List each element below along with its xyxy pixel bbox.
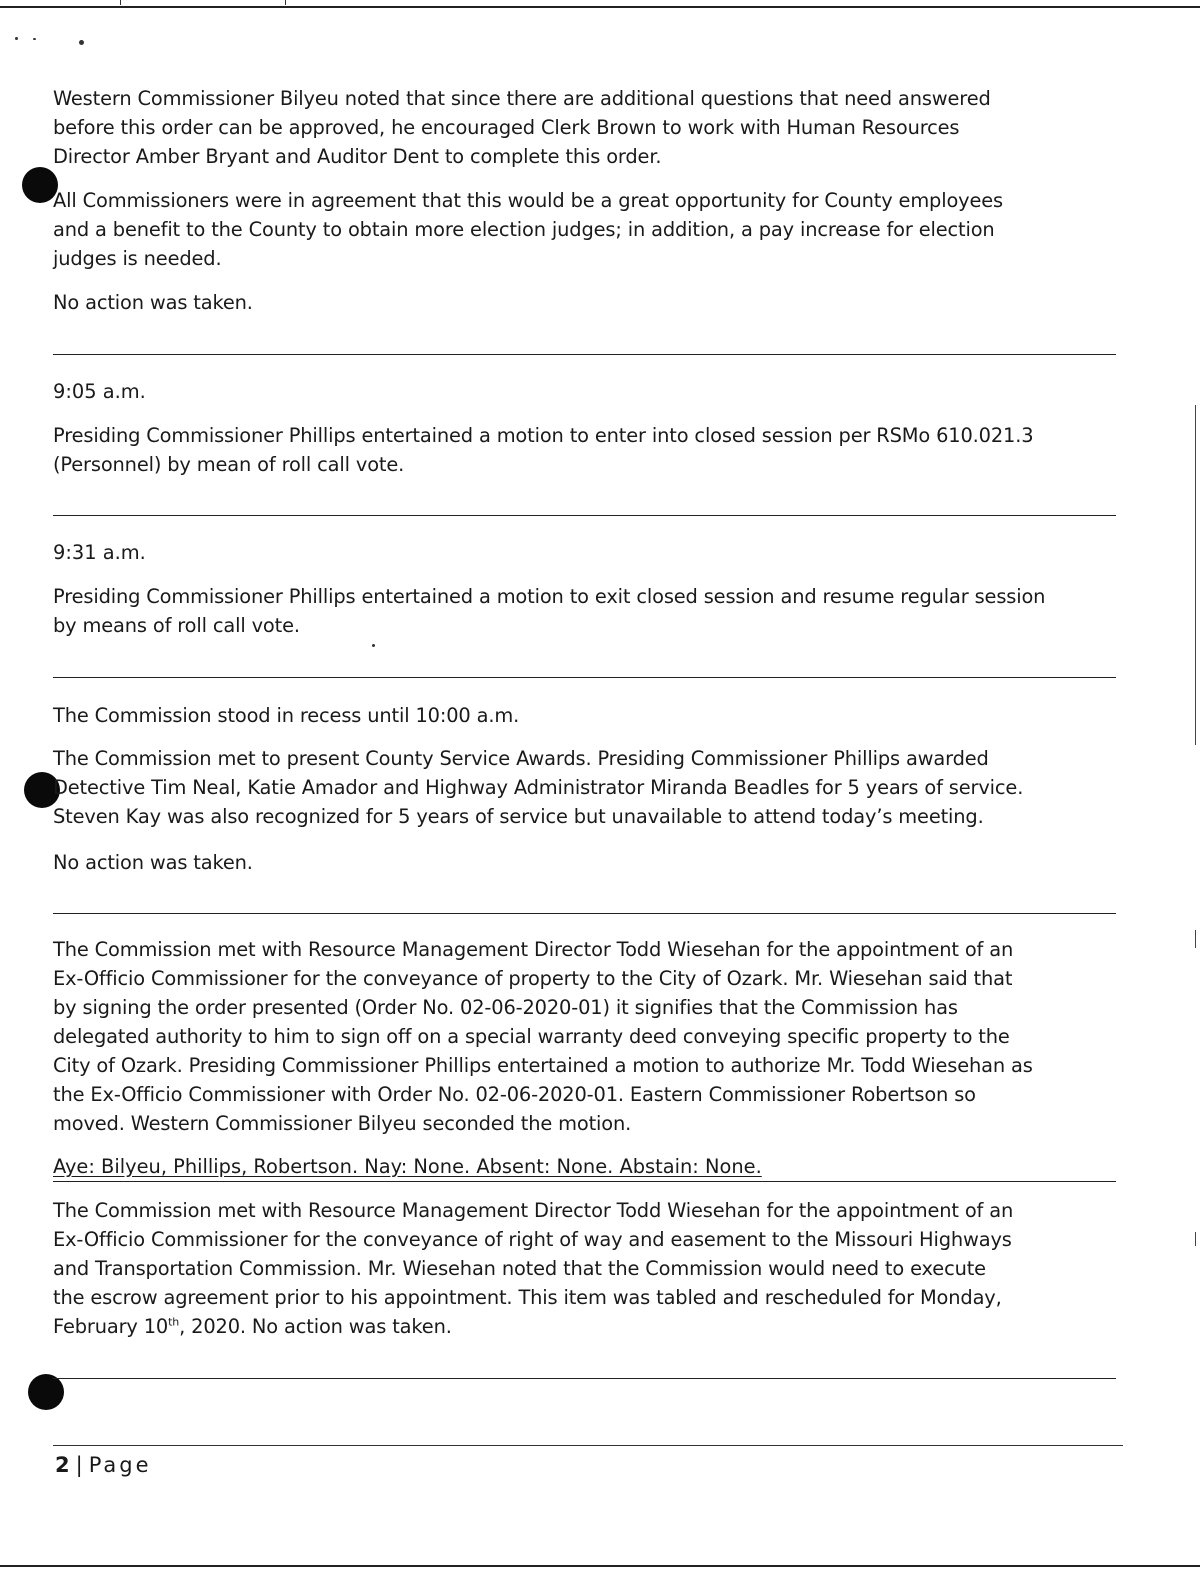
top-scrap-mark — [60, 0, 121, 5]
vote-record-text: Aye: Bilyeu, Phillips, Robertson. Nay: None. Absent: None. Abstain: None. — [53, 1155, 762, 1178]
section-divider — [53, 515, 1116, 516]
page-top-border — [0, 6, 1200, 8]
time-stamp: 9:05 a.m. — [53, 380, 146, 403]
scan-speck — [15, 37, 18, 40]
page-bottom-border — [0, 1565, 1200, 1567]
paragraph-commissioners-agreement: All Commissioners were in agreement that this would be a great opportunity for County employees and a benefit to the County to obtain more election judges; in addition, a pay increase for election judges is needed. — [53, 189, 1004, 270]
scan-speck — [33, 38, 36, 40]
right-edge-mark — [1195, 930, 1196, 948]
section-divider — [53, 1378, 1116, 1379]
vote-record — [53, 1152, 1116, 1182]
no-action-statement: No action was taken. — [53, 851, 253, 874]
no-action-statement: No action was taken. — [53, 291, 253, 314]
paragraph-bilyeu-note: Western Commissioner Bilyeu noted that since there are additional questions that need answered before this order can be approved, he encouraged Clerk Brown to work with Human Resources Director Amber Bryant and Auditor Dent to complete this order. — [53, 87, 991, 168]
right-edge-mark — [1195, 405, 1196, 745]
time-stamp: 9:31 a.m. — [53, 541, 146, 564]
scan-speck — [79, 40, 84, 45]
paragraph-enter-closed-session: Presiding Commissioner Phillips entertained a motion to enter into closed session per RSMo 610.021.3 (Personnel) by mean of roll call vote. — [53, 424, 1034, 476]
right-edge-mark — [1195, 1232, 1196, 1246]
section-divider — [53, 913, 1116, 914]
paragraph-service-awards: The Commission met to present County Service Awards. Presiding Commissioner Phillips awarded Detective Tim Neal, Katie Amador and Highway Administrator Miranda Beadles for 5 years of service. Steven Kay was also recognized for 5 years of service but unavailable to attend today’s meeting. — [53, 747, 1024, 828]
footer-separator: | — [75, 1453, 83, 1477]
section-divider — [53, 354, 1116, 355]
paragraph-ex-officio-highways: The Commission met with Resource Management Director Todd Wiesehan for the appointment of an Ex-Officio Commissioner for the conveyance of right of way and easement to the Missouri Highways and Transportation Commission. Mr. Wiesehan noted that the Commission would need to execute the escrow agreement prior to his appointment. This item was tabled and rescheduled for Monday, February 10th, 2020. No action was taken. — [53, 1199, 1014, 1338]
paragraph-ex-officio-ozark: The Commission met with Resource Management Director Todd Wiesehan for the appointment of an Ex-Officio Commissioner for the conveyance of property to the City of Ozark. Mr. Wiesehan said that by signing the order presented (Order No. 02-06-2020-01) it signifies that the Commission has delegated authority to him to sign off on a special warranty deed conveying specific property to the City of Ozark. Presiding Commissioner Phillips entertained a motion to authorize Mr. Todd Wiesehan as the Ex-Officio Commissioner with Order No. 02-06-2020-01. Eastern Commissioner Robertson so moved. Western Commissioner Bilyeu seconded the motion. — [53, 938, 1033, 1135]
top-scrap-mark — [230, 0, 286, 5]
footer-divider — [53, 1445, 1123, 1446]
paragraph-exit-closed-session: Presiding Commissioner Phillips entertained a motion to exit closed session and resume regular session by means of roll call vote. — [53, 585, 1046, 637]
section-divider — [53, 677, 1116, 678]
page-footer — [55, 1450, 152, 1480]
paragraph-recess: The Commission stood in recess until 10:00 a.m. — [53, 704, 520, 727]
scan-speck — [372, 644, 375, 647]
page-number: 2 — [55, 1453, 70, 1477]
punch-hole — [28, 1374, 64, 1410]
page-word: Page — [88, 1453, 152, 1477]
